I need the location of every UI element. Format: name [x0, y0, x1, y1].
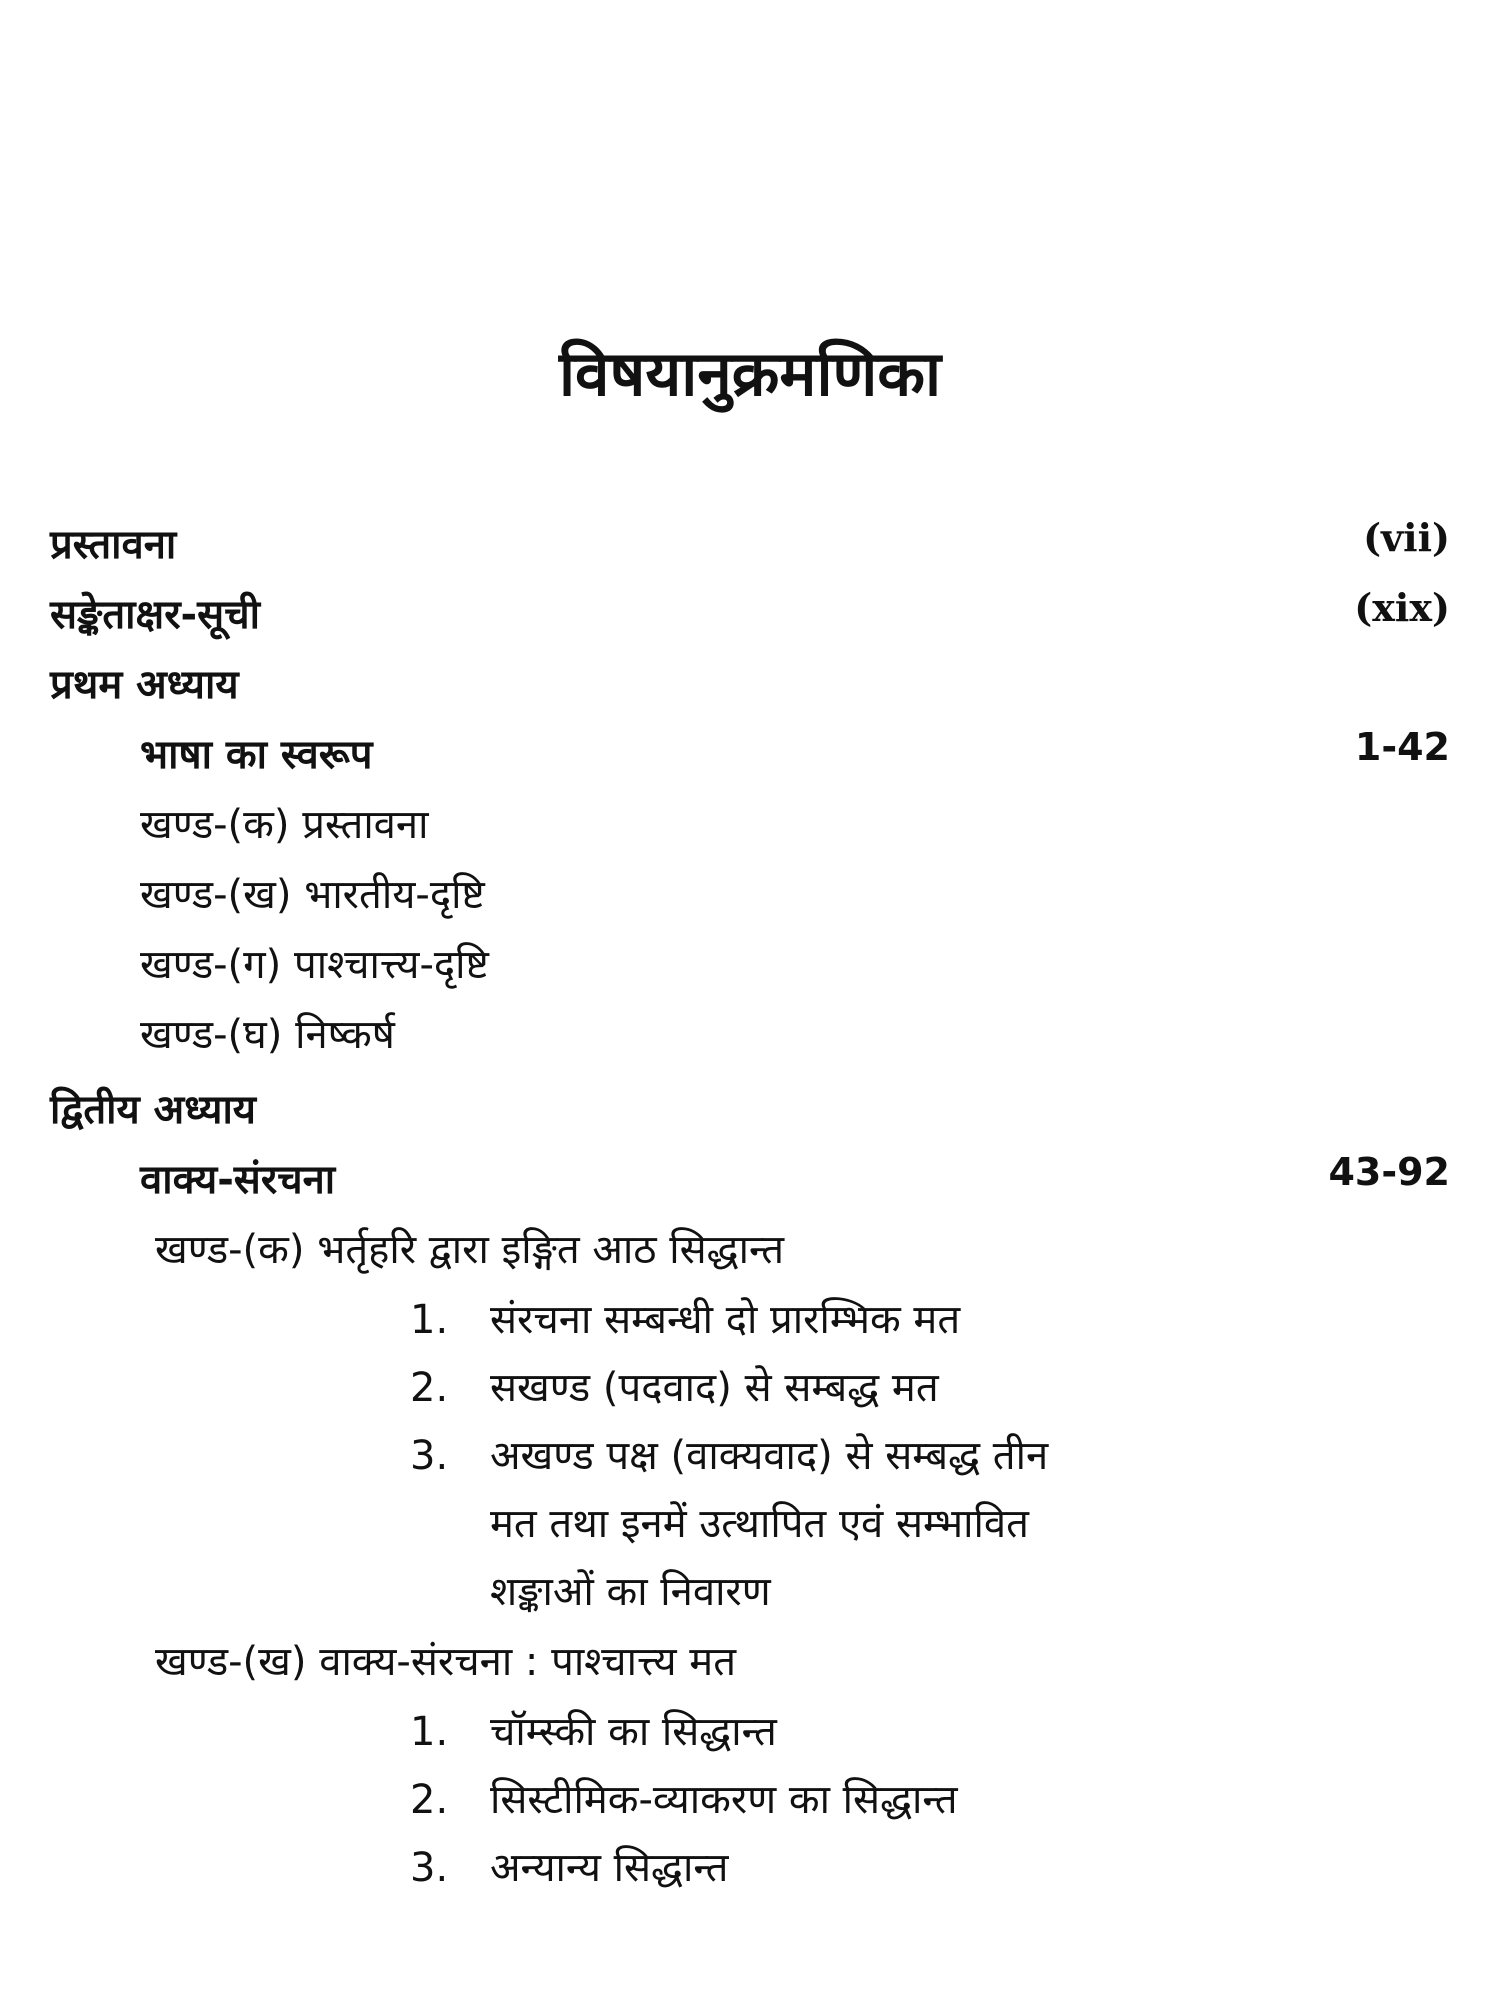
chapter-1-section: खण्ड-(ख) भारतीय-दृष्टि	[140, 872, 485, 918]
list-item-text: संरचना सम्बन्धी दो प्रारम्भिक मत	[490, 1297, 961, 1343]
toc-page-sanketakshar: (xix)	[1354, 585, 1450, 630]
toc-entry-sanketakshar: सङ्केताक्षर-सूची	[50, 592, 260, 638]
list-item-number: 3.	[410, 1845, 449, 1891]
chapter-2-topic: वाक्य-संरचना	[140, 1157, 336, 1203]
chapter-1-section: खण्ड-(घ) निष्कर्ष	[140, 1012, 395, 1058]
list-item-text: अन्यान्य सिद्धान्त	[490, 1845, 729, 1891]
list-item-text: चॉम्स्की का सिद्धान्त	[490, 1709, 777, 1755]
list-item-text: सखण्ड (पदवाद) से सम्बद्ध मत	[490, 1365, 939, 1411]
chapter-2-pages: 43-92	[1328, 1150, 1450, 1194]
chapter-1-heading: प्रथम अध्याय	[50, 662, 239, 708]
page-title: विषयानुक्रमणिका	[558, 337, 942, 410]
list-item-number: 3.	[410, 1433, 449, 1479]
list-item	[410, 1838, 728, 1893]
list-item-text: सिस्टीमिक-व्याकरण का सिद्धान्त	[490, 1777, 958, 1823]
chapter-1-pages: 1-42	[1354, 725, 1450, 769]
chapter-1-section: खण्ड-(क) प्रस्तावना	[140, 802, 429, 848]
list-item	[410, 1358, 939, 1413]
list-item-number: 2.	[410, 1777, 449, 1823]
list-item-number: 1.	[410, 1297, 449, 1343]
chapter-1-topic: भाषा का स्वरूप	[140, 732, 373, 778]
list-item-continuation: शङ्काओं का निवारण	[490, 1569, 771, 1615]
chapter-2-heading: द्वितीय अध्याय	[50, 1087, 257, 1133]
list-item-continuation: मत तथा इनमें उत्थापित एवं सम्भावित	[490, 1501, 1029, 1547]
toc-entry-prastavana: प्रस्तावना	[50, 522, 177, 568]
list-item	[410, 1290, 960, 1345]
chapter-1-section: खण्ड-(ग) पाश्चात्त्य-दृष्टि	[140, 942, 489, 988]
list-item	[410, 1770, 958, 1825]
toc-page-prastavana: (vii)	[1363, 515, 1450, 560]
chapter-2-section-k: खण्ड-(क) भर्तृहरि द्वारा इङ्गित आठ सिद्धान्त	[155, 1227, 785, 1273]
list-item	[410, 1702, 777, 1757]
chapter-2-section-kh: खण्ड-(ख) वाक्य-संरचना : पाश्चात्त्य मत	[155, 1639, 737, 1685]
list-item	[410, 1426, 1048, 1481]
list-item-number: 1.	[410, 1709, 449, 1755]
list-item-text: अखण्ड पक्ष (वाक्यवाद) से सम्बद्ध तीन	[490, 1433, 1049, 1479]
list-item-number: 2.	[410, 1365, 449, 1411]
